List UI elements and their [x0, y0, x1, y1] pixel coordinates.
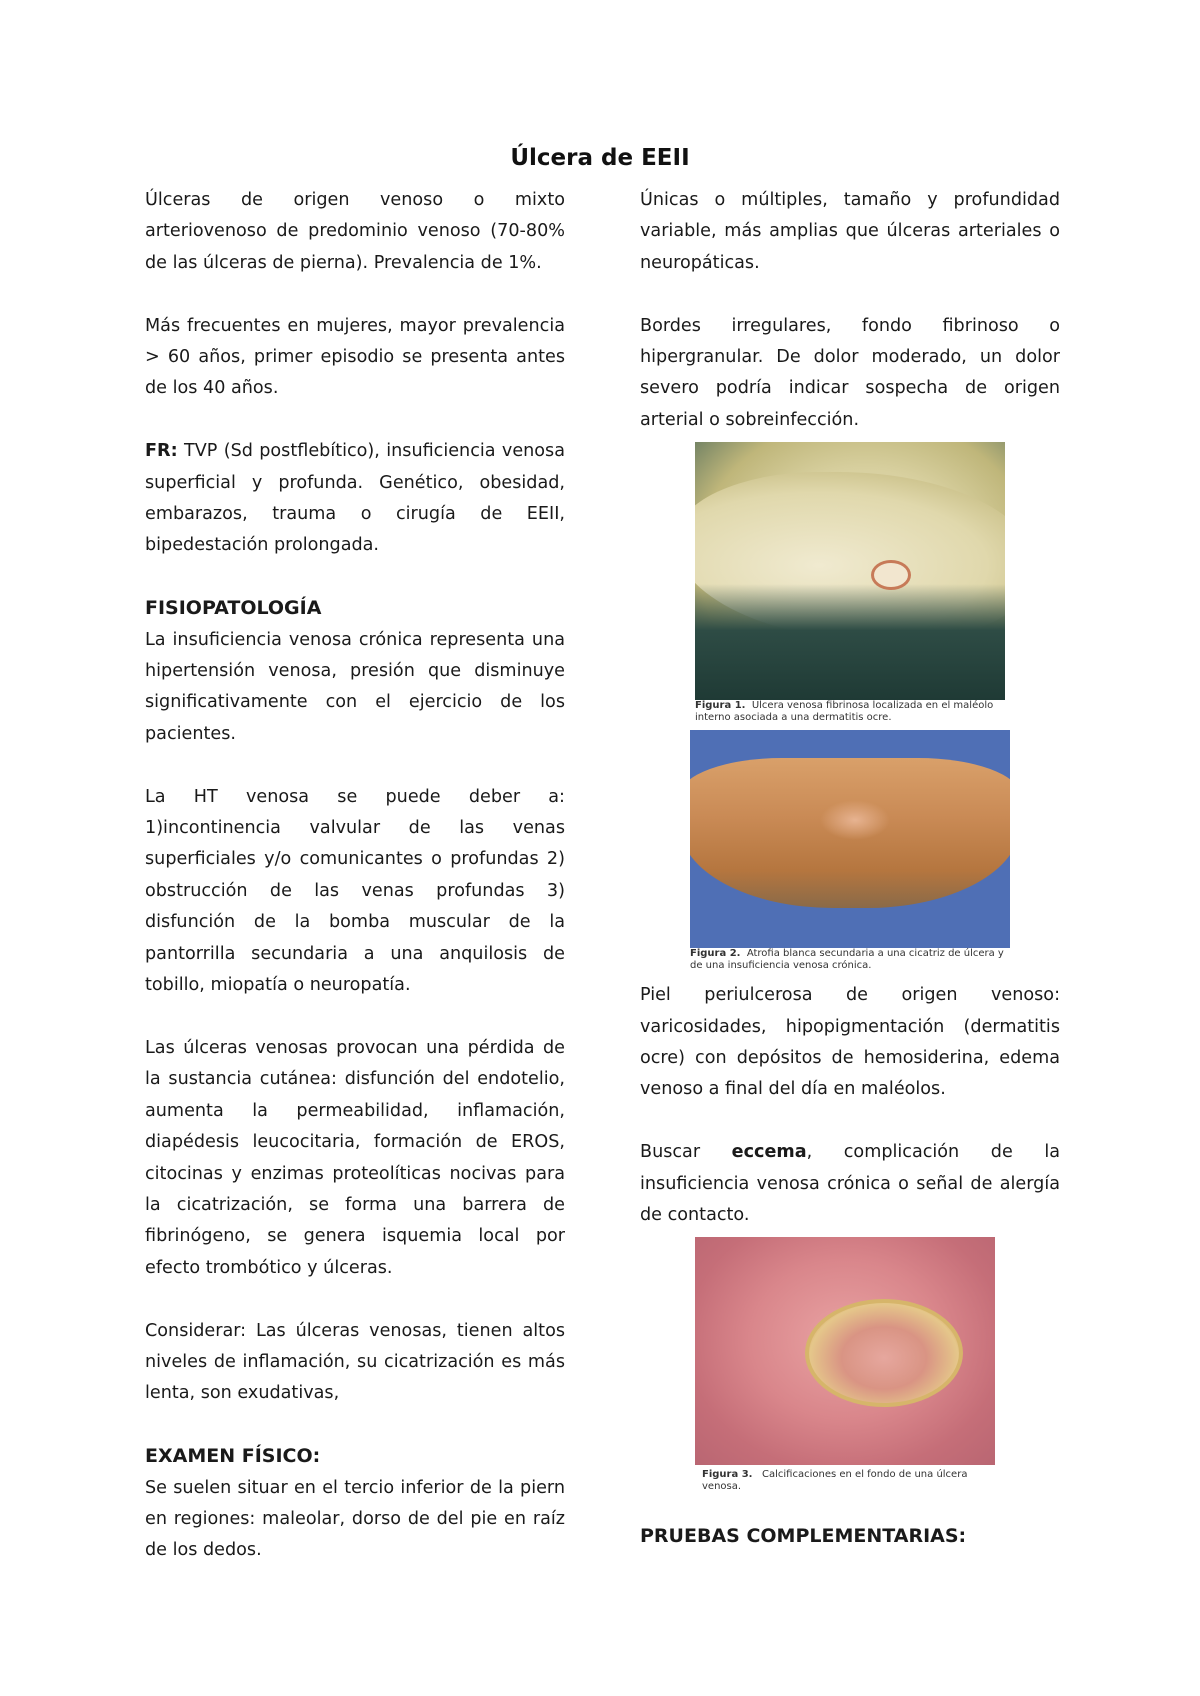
figure-3-text: Calcificaciones en el fondo de una úlcera venosa. — [702, 1469, 968, 1493]
heading-fisiopatologia: FISIOPATOLOGÍA — [145, 597, 322, 620]
right-column — [640, 185, 1060, 1553]
paragraph-periulcer-skin: Piel periulcerosa de origen venoso: varicosidades, hipopigmentación (dermatitis ocre) con depósitos de hemosiderina, edema venoso a final del día en maléolos. — [640, 985, 1060, 1100]
figure-1-image — [695, 442, 1005, 700]
figure-1-label: Figura 1. — [695, 700, 746, 712]
risk-factors-text: TVP (Sd postflebítico), insuficiencia venosa superficial y profunda. Genético, obesidad, embarazos, trauma o cirugía de EEII, bipedestación prolongada. — [145, 441, 565, 556]
heading-examen-fisico: EXAMEN FÍSICO: — [145, 1445, 321, 1468]
eccema-pre: Buscar — [640, 1142, 732, 1163]
heading-pruebas-complementarias: PRUEBAS COMPLEMENTARIAS: — [640, 1525, 967, 1548]
paragraph-risk-factors — [145, 436, 565, 562]
paragraph-origin: Úlceras de origen venoso o mixto arteriovenoso de predominio venoso (70-80% de las úlceras de pierna). Prevalencia de 1%. — [145, 190, 565, 273]
figure-1-text: Úlcera venosa fibrinosa localizada en el maléolo interno asociada a una dermatitis ocre. — [695, 700, 994, 724]
paragraph-location: Se suelen situar en el tercio inferior de la piern en regiones: maleolar, dorso de del pie en raíz de los dedos. — [145, 1477, 565, 1561]
figure-2-label: Figura 2. — [690, 948, 741, 960]
figure-2-caption — [690, 948, 1010, 972]
paragraph-eccema — [640, 1137, 1060, 1231]
paragraph-considerar: Considerar: Las úlceras venosas, tienen altos niveles de inflamación, su cicatrización es más lenta, son exudativas, — [145, 1320, 565, 1404]
paragraph-mechanism: Las úlceras venosas provocan una pérdida de la sustancia cutánea: disfunción del endotelio, aumenta la permeabilidad, inflamación, diapédesis leucocitaria, formación de EROS, citocinas y enzimas proteolíticas nocivas para la cicatrización, se forma una barrera de fibrinógeno, se genera isquemia local por efecto trombótico y úlceras. — [145, 1037, 565, 1278]
risk-factors-label: FR: — [145, 441, 178, 462]
figure-2-image — [690, 730, 1010, 948]
figure-2-text: Atrofia blanca secundaria a una cicatriz de úlcera y de una insuficiencia venosa crónica. — [690, 948, 1004, 972]
paragraph-chronic-insufficiency: La insuficiencia venosa crónica representa una hipertensión venosa, presión que disminuye significativamente con el ejercicio de los pacientes. — [145, 629, 565, 744]
paragraph-borders: Bordes irregulares, fondo fibrinoso o hipergranular. De dolor moderado, un dolor severo podría indicar sospecha de origen arterial o sobreinfección. — [640, 315, 1060, 430]
figure-3-label: Figura 3. — [702, 1469, 753, 1481]
paragraph-frequency: Más frecuentes en mujeres, mayor prevalencia > 60 años, primer episodio se presenta antes de los 40 años. — [145, 315, 565, 399]
paragraph-characteristics: Únicas o múltiples, tamaño y profundidad variable, más amplias que úlceras arteriales o neuropáticas. — [640, 190, 1060, 273]
figure-1-caption — [695, 700, 1005, 724]
left-column — [145, 185, 565, 1598]
figure-3-image — [695, 1237, 995, 1465]
eccema-bold: eccema — [731, 1142, 807, 1163]
page-title: Úlcera de EEII — [510, 145, 690, 171]
eccema-post: , complicación de la insuficiencia venosa crónica o señal de alergía de contacto. — [640, 1142, 1061, 1226]
figure-3-caption — [702, 1469, 1002, 1493]
paragraph-ht-causes: La HT venosa se puede deber a: 1)incontinencia valvular de las venas superficiales y/o comunicantes o profundas 2) obstrucción de las venas profundas 3) disfunción de la bomba muscular de la pantorrilla secundaria a una anquilosis de tobillo, miopatía o neuropatía. — [145, 786, 565, 996]
